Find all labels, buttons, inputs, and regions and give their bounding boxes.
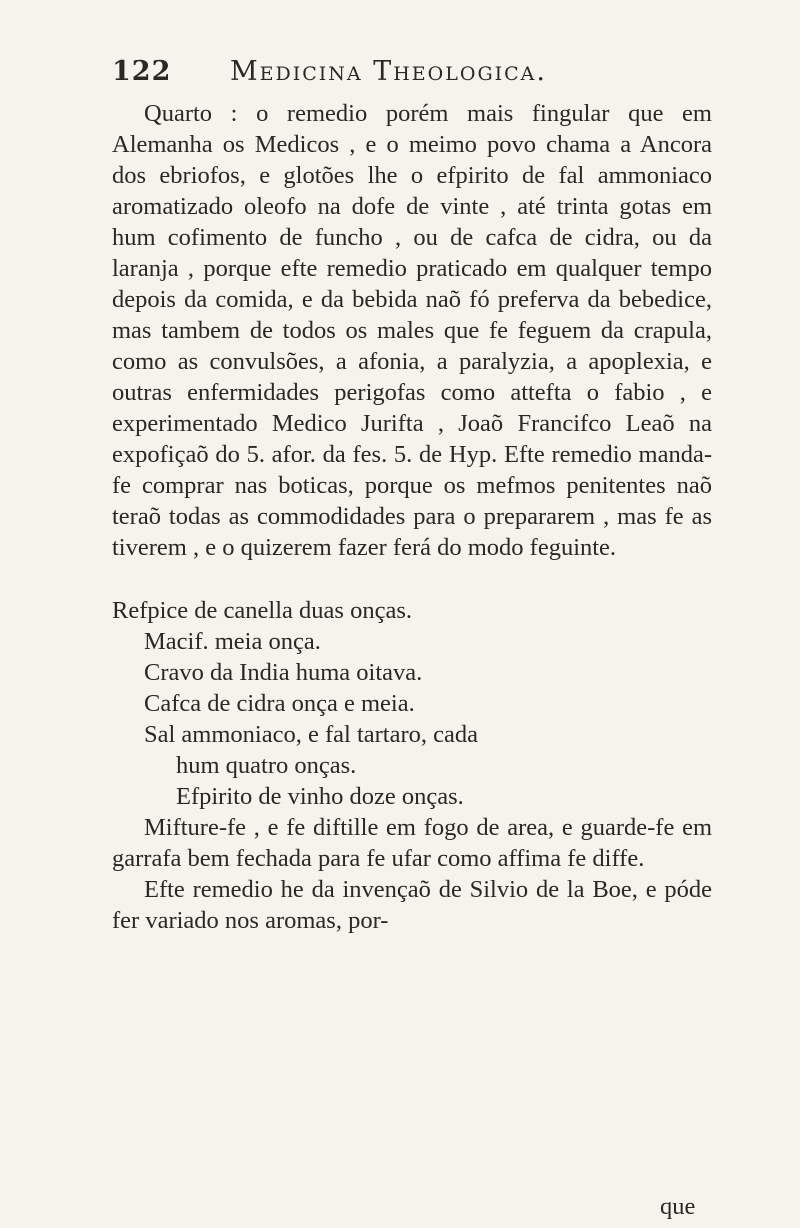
paragraph-distill-instructions: Mifture-fe , e fe diftille em fogo de area, e guarde-fe em garrafa bem fechada para fe ufar como affima fe diffe. (112, 814, 712, 872)
page-header (112, 56, 712, 96)
ingredient-line: Cravo da India huma oitava. (144, 659, 423, 686)
running-title: Medicina Theologica. (230, 56, 547, 87)
ingredient-salts-line-2: hum quatro onças. (176, 752, 357, 779)
ingredient-line: Cafca de cidra onça e meia. (144, 690, 415, 717)
paragraph-invention-note: Efte remedio he da invençaõ de Silvio de la Boe, e póde fer variado nos aromas, por- (112, 876, 712, 934)
ingredient-salts (112, 719, 712, 781)
ingredient-salts-line-1: Sal ammoniaco, e fal tartaro, cada (144, 721, 478, 748)
body-text (112, 98, 712, 936)
recipe-title: Refpice de canella duas onças. (112, 597, 412, 624)
recipe (112, 595, 712, 812)
ingredient-spirit: Efpirito de vinho doze onças. (176, 783, 464, 810)
ingredient-line: Macif. meia onça. (144, 628, 321, 655)
page-number: 122 (112, 56, 172, 87)
catchword: que (660, 1193, 696, 1220)
paragraph-remedy-description: Quarto : o remedio porém mais fingular que em Alemanha os Medicos , e o meimo povo chama a Ancora dos ebriofos, e glotões lhe o efpirito de fal ammoniaco aromatizado oleofo na dofe de vinte , até trinta gotas em hum cofimento de funcho , ou de cafca de cidra, ou da laranja , porque efte remedio praticado em qualquer tempo depois da comida, e da bebida naõ fó preferva da bebedice, mas tambem de todos os males que fe feguem da crapula, como as convulsões, a afonia, a paralyzia, a apoplexia, e outras enfermidades perigofas como attefta o fabio , e experimentado Medico Jurifta , Joaõ Francifco Leaõ na expofiçaõ do 5. afor. da fes. 5. de Hyp. Efte remedio manda-fe comprar nas boticas, porque os mefmos penitentes naõ teraõ todas as commodidades para o prepararem , mas fe as tiverem , e o quizerem fazer ferá do modo feguinte. (112, 100, 712, 561)
